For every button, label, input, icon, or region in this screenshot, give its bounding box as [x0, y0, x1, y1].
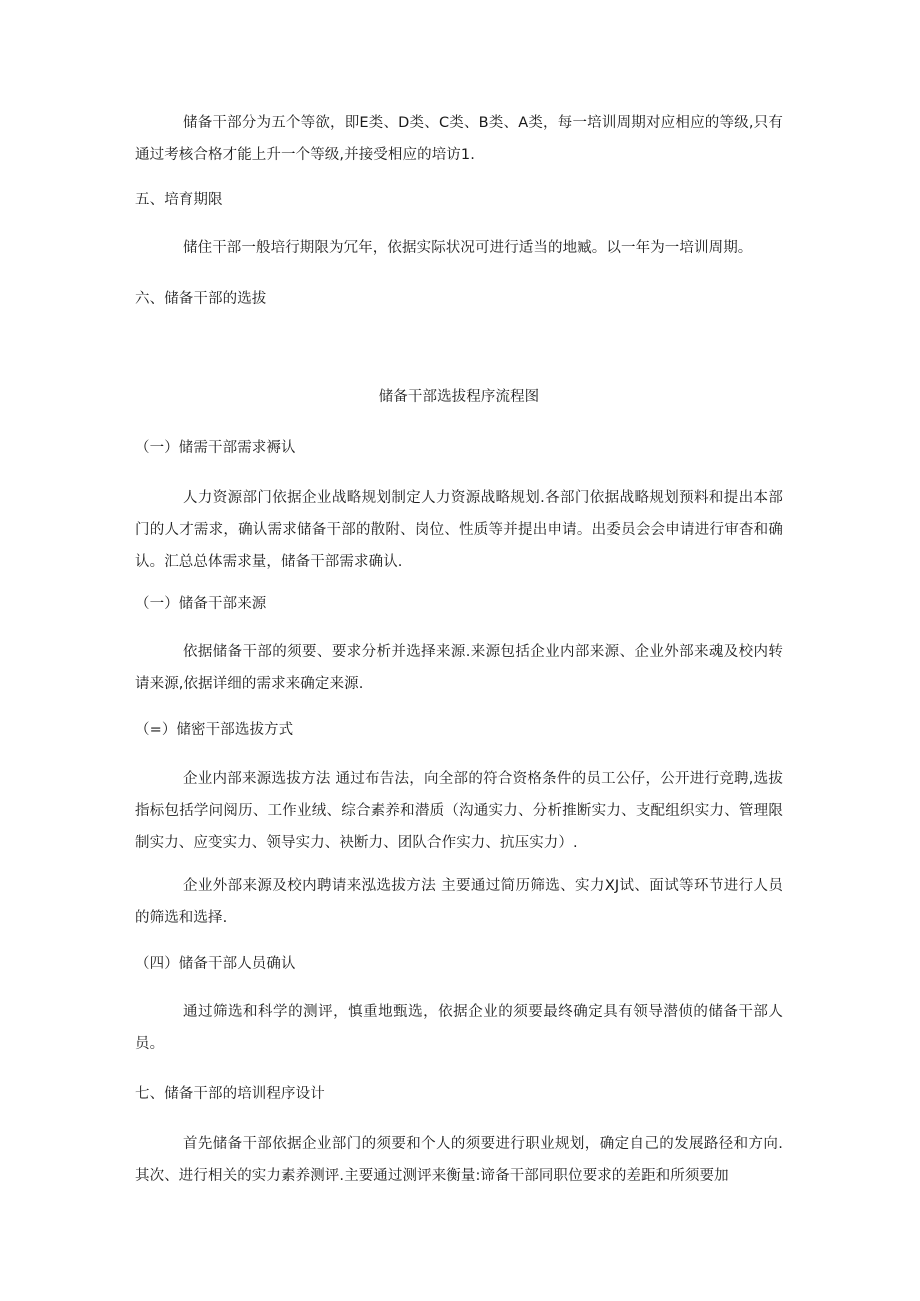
paragraph-sources: 依据储备干部的须要、要求分析并选择来源.来源包括企业内部来源、企业外部来魂及校内转请来源,依据详细的需求来确定来源. — [135, 644, 783, 692]
subsection-title-demand: （一）储需干部需求褥认 — [135, 440, 296, 456]
paragraph-personnel-confirmation: 通过筛选和科学的测评，慎重地甄选，依据企业的须要最终确定具有领导潜侦的储备干部人员。 — [135, 1004, 783, 1052]
section-heading-7: 七、储备干部的培训程序设计 — [135, 1086, 325, 1102]
section-heading-6: 六、储备干部的选拔 — [135, 291, 267, 307]
subsection-title-methods: （=）储密干部选拔方式 — [135, 722, 294, 738]
paragraph-grade-levels: 储备干部分为五个等欲，即E类、D类、C类、B类、A类，每一培训周期对应相应的等级,只有通过考核合格才能上升一个等级,并接受相应的培访1. — [135, 115, 783, 163]
paragraph-internal-selection: 企业内部来源选拔方法 通过布告法，向全部的符合资格条件的员工公仔，公开进行竞聘,选拔指标包括学问阅历、工作业绒、综合素养和潜质（沟通实力、分析推断实力、支配组织实力、管理限制实力、应变实力、领导实力、袂断力、团队合作实力、抗压实力）. — [135, 771, 783, 851]
paragraph-demand-confirmation: 人力资源部门依据企业战略规划制定人力资源战略规划.各部门依据战略规划预料和提出本部门的人才需求，确认需求储备干部的散附、岗位、性质等并提出申请。出委员会会申请进行审杳和确认。汇总总体需求量，储备干部需求确认. — [135, 490, 783, 570]
paragraph-external-selection: 企业外部来源及校内聘请来泓选拔方法 主要通过简历筛选、实力XJ试、面试等环节进行人员的筛选和选择. — [135, 878, 783, 926]
flowchart-title: 储备干部选拔程序流程图 — [378, 389, 540, 405]
paragraph-training-design: 首先储备干部依据企业部门的须要和个人的须要进行职业规划，确定自己的发展路径和方向.其次、进行相关的实力素养测评.主要通过测评来衡量:谛备干部同职位要求的差距和所须要加 — [135, 1136, 783, 1184]
subsection-title-sources: （一）储备干部来源 — [135, 596, 267, 612]
paragraph-training-period: 储住干部一般培行期限为冗年，依据实际状况可进行适当的地臧。以一年为一培训周期。 — [183, 240, 753, 256]
subsection-title-confirmation: （四）储备干部人员确认 — [135, 956, 296, 972]
section-heading-5: 五、培育期限 — [135, 192, 223, 208]
